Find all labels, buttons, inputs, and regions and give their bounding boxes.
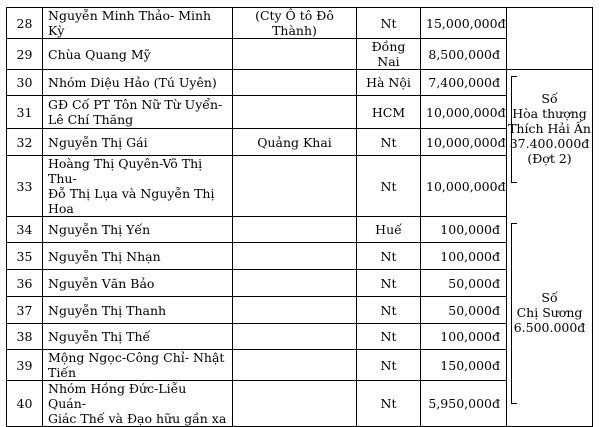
donor-city-text: Huế bbox=[375, 222, 402, 237]
donor-address bbox=[233, 39, 357, 70]
table-row bbox=[7, 381, 593, 427]
donation-amount: 5,950,000đ bbox=[421, 381, 507, 427]
row-number: 37 bbox=[7, 297, 43, 324]
donor-address bbox=[233, 217, 357, 243]
table-row bbox=[7, 297, 593, 324]
donation-amount: 100,000đ bbox=[421, 324, 507, 350]
table-row bbox=[7, 350, 593, 381]
donor-address-text: (Cty Ô tô Đô bbox=[255, 8, 334, 23]
donation-table bbox=[6, 7, 593, 427]
donation-amount: 50,000đ bbox=[421, 297, 507, 324]
donor-name bbox=[43, 156, 233, 217]
donor-city-text: Nt bbox=[380, 357, 397, 373]
row-number: 30 bbox=[7, 70, 43, 96]
donation-amount: 10,000,000đ bbox=[421, 156, 507, 217]
donor-city bbox=[357, 129, 421, 156]
group-note-line: Số bbox=[541, 91, 558, 106]
donor-city-text: Nt bbox=[380, 275, 397, 291]
group-note-text bbox=[507, 91, 592, 166]
donation-amount: 100,000đ bbox=[421, 217, 507, 243]
donor-name bbox=[43, 243, 233, 270]
row-number: 34 bbox=[7, 217, 43, 243]
donor-name-text: Nguyễn Thị Yến bbox=[48, 222, 151, 237]
row-number: 31 bbox=[7, 96, 43, 129]
donor-city-text: Nt bbox=[380, 178, 397, 194]
group-note-line: Hòa thượng bbox=[512, 106, 587, 121]
donor-address bbox=[233, 156, 357, 217]
donor-city bbox=[357, 39, 421, 70]
row-number: 32 bbox=[7, 129, 43, 156]
donor-name-text: Nhóm Hồng Đức-Liễu Quán- bbox=[48, 381, 187, 411]
row-number: 35 bbox=[7, 243, 43, 270]
table-row bbox=[7, 8, 593, 39]
donation-amount: 10,000,000đ bbox=[421, 96, 507, 129]
donor-name bbox=[43, 270, 233, 297]
donation-amount: 50,000đ bbox=[421, 270, 507, 297]
donor-name bbox=[43, 39, 233, 70]
donor-address bbox=[233, 70, 357, 96]
row-number: 39 bbox=[7, 350, 43, 381]
donor-name bbox=[43, 8, 233, 39]
group-note-line: Thích Hải Ấn bbox=[508, 121, 591, 136]
donor-city-text: Nai bbox=[377, 54, 400, 69]
donor-name-text: Giác Thế và Đạo hữu gần xa bbox=[48, 411, 227, 426]
group-note-chi-suong bbox=[507, 217, 593, 427]
table-row bbox=[7, 156, 593, 217]
donor-city bbox=[357, 350, 421, 381]
donor-address-text: Quảng Khai bbox=[257, 134, 332, 150]
group-note-line: 37.400.000đ bbox=[509, 136, 590, 151]
donor-city-text: Nt bbox=[380, 302, 397, 318]
donor-city-text: HCM bbox=[371, 104, 406, 120]
donation-amount: 7,400,000đ bbox=[421, 70, 507, 96]
group-note-line: 6.500.000đ bbox=[513, 319, 586, 335]
donor-address bbox=[233, 297, 357, 324]
donor-city-text: Nt bbox=[380, 248, 397, 264]
donor-name-text: Nguyễn Thị Gái bbox=[48, 134, 148, 150]
donor-address bbox=[233, 270, 357, 297]
donor-city bbox=[357, 297, 421, 324]
donor-city bbox=[357, 96, 421, 129]
donor-name-text: GĐ Cố PT Tôn Nữ Từ Uyển- bbox=[48, 97, 223, 112]
table-row bbox=[7, 243, 593, 270]
table-row bbox=[7, 70, 593, 96]
donor-name-text: Đỗ Thị Lụa và Nguyễn Thị Hoa bbox=[48, 186, 215, 216]
donor-address bbox=[233, 8, 357, 39]
donor-city-text: Đồng bbox=[371, 39, 406, 54]
row-number: 36 bbox=[7, 270, 43, 297]
donor-name-text: Lê Chí Thăng bbox=[48, 112, 134, 127]
donor-address bbox=[233, 324, 357, 350]
donor-name-text: Nguyễn Minh Thảo- Minh Kỳ bbox=[48, 8, 212, 38]
group-note-hai-an bbox=[507, 70, 593, 217]
donor-name bbox=[43, 70, 233, 96]
donor-address bbox=[233, 243, 357, 270]
donor-city bbox=[357, 70, 421, 96]
donation-amount: 15,000,000đ bbox=[421, 8, 507, 39]
donor-name-text: Mộng Ngọc-Công Chỉ- Nhật Tiến bbox=[48, 350, 225, 380]
donor-city bbox=[357, 243, 421, 270]
row-number: 38 bbox=[7, 324, 43, 350]
donor-address bbox=[233, 96, 357, 129]
donor-name bbox=[43, 324, 233, 350]
donor-address bbox=[233, 129, 357, 156]
table-row bbox=[7, 270, 593, 297]
donor-name bbox=[43, 129, 233, 156]
row-number: 28 bbox=[7, 8, 43, 39]
donor-city bbox=[357, 8, 421, 39]
donor-address bbox=[233, 350, 357, 381]
donor-address bbox=[233, 381, 357, 427]
row-number: 33 bbox=[7, 156, 43, 217]
donor-name-text: Hoàng Thị Quyên-Võ Thị Thu- bbox=[48, 156, 203, 186]
donor-city-text: Nt bbox=[380, 396, 397, 411]
table-row bbox=[7, 324, 593, 350]
table-row bbox=[7, 129, 593, 156]
donation-amount: 150,000đ bbox=[421, 350, 507, 381]
donation-amount: 100,000đ bbox=[421, 243, 507, 270]
donor-name-text: Nhóm Diệu Hảo (Tú Uyên) bbox=[48, 75, 217, 90]
table-row bbox=[7, 39, 593, 70]
donor-name-text: Nguyễn Văn Bảo bbox=[48, 275, 155, 291]
donor-city bbox=[357, 156, 421, 217]
donor-city-text: Hà Nội bbox=[366, 75, 411, 90]
donor-name bbox=[43, 350, 233, 381]
donor-name-text: Chùa Quang Mỹ bbox=[48, 46, 151, 62]
donor-city bbox=[357, 381, 421, 427]
group-empty-cell bbox=[507, 8, 593, 70]
donor-city bbox=[357, 324, 421, 350]
group-note-text bbox=[507, 290, 592, 335]
donor-name bbox=[43, 96, 233, 129]
table-row bbox=[7, 96, 593, 129]
donation-amount: 8,500,000đ bbox=[421, 39, 507, 70]
row-number: 29 bbox=[7, 39, 43, 70]
donation-amount: 10,000,000đ bbox=[421, 129, 507, 156]
donor-city bbox=[357, 270, 421, 297]
donor-name-text: Nguyễn Thị Thanh bbox=[48, 302, 167, 318]
donor-city-text: Nt bbox=[380, 15, 397, 31]
donor-name bbox=[43, 297, 233, 324]
row-number: 40 bbox=[7, 381, 43, 427]
donor-name-text: Nguyễn Thị Nhạn bbox=[48, 248, 161, 264]
group-note-line: Chị Sương bbox=[516, 304, 583, 320]
donor-address-text: Thành) bbox=[272, 23, 317, 38]
donor-city-text: Nt bbox=[380, 134, 397, 150]
donor-name bbox=[43, 381, 233, 427]
group-note-line: Số bbox=[541, 289, 558, 305]
group-note-line: (Đợt 2) bbox=[527, 151, 572, 166]
donor-city bbox=[357, 217, 421, 243]
table-row bbox=[7, 217, 593, 243]
donor-city-text: Nt bbox=[380, 329, 397, 344]
donor-name bbox=[43, 217, 233, 243]
donor-name-text: Nguyễn Thị Thế bbox=[48, 329, 151, 344]
